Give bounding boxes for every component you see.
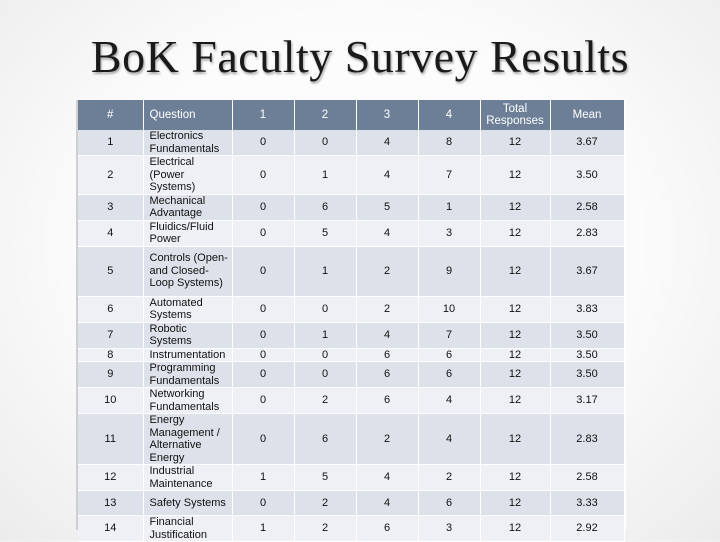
slide-title: BoK Faculty Survey Results <box>90 31 630 82</box>
row-total: 12 <box>480 194 550 220</box>
table-row <box>78 156 624 195</box>
row-number: 11 <box>78 414 143 465</box>
row-total: 12 <box>480 388 550 414</box>
row-count-3: 4 <box>356 220 418 246</box>
row-number: 14 <box>78 516 143 542</box>
row-mean: 3.50 <box>550 156 624 195</box>
row-count-3: 4 <box>356 322 418 348</box>
row-number: 9 <box>78 362 143 388</box>
table-row <box>78 220 624 246</box>
row-count-3: 4 <box>356 465 418 491</box>
row-number: 6 <box>78 296 143 322</box>
row-question: Robotic Systems <box>143 322 232 348</box>
row-count-1: 0 <box>232 414 294 465</box>
row-count-3: 2 <box>356 296 418 322</box>
row-question: Electronics Fundamentals <box>143 130 232 156</box>
header-number: # <box>78 100 143 130</box>
table-row <box>78 130 624 156</box>
row-count-1: 0 <box>232 362 294 388</box>
row-number: 12 <box>78 465 143 491</box>
row-mean: 3.67 <box>550 246 624 296</box>
row-question: Programming Fundamentals <box>143 362 232 388</box>
row-count-4: 9 <box>418 246 480 296</box>
row-count-4: 4 <box>418 388 480 414</box>
row-count-2: 2 <box>294 491 356 516</box>
row-number: 2 <box>78 156 143 195</box>
row-question: Instrumentation <box>143 348 232 362</box>
header-rating-4: 4 <box>418 100 480 130</box>
row-count-1: 0 <box>232 194 294 220</box>
row-count-4: 7 <box>418 156 480 195</box>
table-row <box>78 388 624 414</box>
row-mean: 3.50 <box>550 348 624 362</box>
row-question: Fluidics/Fluid Power <box>143 220 232 246</box>
row-mean: 3.50 <box>550 362 624 388</box>
row-total: 12 <box>480 220 550 246</box>
table-row <box>78 491 624 516</box>
row-question: Industrial Maintenance <box>143 465 232 491</box>
row-count-2: 5 <box>294 465 356 491</box>
header-rating-2: 2 <box>294 100 356 130</box>
row-count-3: 4 <box>356 130 418 156</box>
header-rating-1: 1 <box>232 100 294 130</box>
row-count-1: 0 <box>232 348 294 362</box>
row-question: Financial Justification <box>143 516 232 542</box>
row-number: 7 <box>78 322 143 348</box>
row-count-3: 5 <box>356 194 418 220</box>
row-count-4: 2 <box>418 465 480 491</box>
row-total: 12 <box>480 362 550 388</box>
row-count-2: 6 <box>294 194 356 220</box>
row-mean: 2.58 <box>550 465 624 491</box>
row-mean: 3.67 <box>550 130 624 156</box>
row-total: 12 <box>480 465 550 491</box>
table-body <box>78 130 624 542</box>
header-question: Question <box>143 100 232 130</box>
row-count-2: 1 <box>294 322 356 348</box>
results-table-container <box>76 100 626 541</box>
row-count-2: 0 <box>294 130 356 156</box>
row-count-4: 3 <box>418 220 480 246</box>
row-mean: 2.83 <box>550 220 624 246</box>
row-total: 12 <box>480 414 550 465</box>
row-total: 12 <box>480 156 550 195</box>
row-count-2: 1 <box>294 156 356 195</box>
row-question: Controls (Open- and Closed-Loop Systems) <box>143 246 232 296</box>
table-row <box>78 194 624 220</box>
table-row <box>78 516 624 542</box>
row-count-1: 1 <box>232 465 294 491</box>
row-total: 12 <box>480 130 550 156</box>
table-row <box>78 348 624 362</box>
row-mean: 3.17 <box>550 388 624 414</box>
row-count-3: 6 <box>356 388 418 414</box>
row-total: 12 <box>480 322 550 348</box>
row-number: 4 <box>78 220 143 246</box>
row-count-1: 0 <box>232 388 294 414</box>
header-mean: Mean <box>550 100 624 130</box>
row-question: Safety Systems <box>143 491 232 516</box>
table-row <box>78 322 624 348</box>
row-count-1: 0 <box>232 246 294 296</box>
row-number: 1 <box>78 130 143 156</box>
row-mean: 3.50 <box>550 322 624 348</box>
row-question: Networking Fundamentals <box>143 388 232 414</box>
row-count-3: 6 <box>356 516 418 542</box>
row-count-4: 8 <box>418 130 480 156</box>
row-question: Mechanical Advantage <box>143 194 232 220</box>
row-total: 12 <box>480 491 550 516</box>
row-count-3: 6 <box>356 362 418 388</box>
row-count-3: 6 <box>356 348 418 362</box>
results-table <box>78 100 625 542</box>
row-count-4: 6 <box>418 348 480 362</box>
row-count-4: 6 <box>418 491 480 516</box>
table-row <box>78 296 624 322</box>
row-mean: 3.33 <box>550 491 624 516</box>
row-count-4: 7 <box>418 322 480 348</box>
row-number: 5 <box>78 246 143 296</box>
header-rating-3: 3 <box>356 100 418 130</box>
table-header-row <box>78 100 624 130</box>
row-total: 12 <box>480 516 550 542</box>
row-count-1: 0 <box>232 156 294 195</box>
row-count-4: 3 <box>418 516 480 542</box>
row-number: 3 <box>78 194 143 220</box>
row-mean: 2.83 <box>550 414 624 465</box>
row-count-2: 2 <box>294 516 356 542</box>
row-mean: 2.58 <box>550 194 624 220</box>
row-question: Energy Management / Alternative Energy <box>143 414 232 465</box>
row-total: 12 <box>480 296 550 322</box>
row-count-3: 4 <box>356 156 418 195</box>
row-total: 12 <box>480 348 550 362</box>
row-question: Automated Systems <box>143 296 232 322</box>
row-mean: 2.92 <box>550 516 624 542</box>
row-mean: 3.83 <box>550 296 624 322</box>
row-count-3: 4 <box>356 491 418 516</box>
row-count-2: 2 <box>294 388 356 414</box>
row-count-2: 0 <box>294 348 356 362</box>
row-total: 12 <box>480 246 550 296</box>
row-count-4: 4 <box>418 414 480 465</box>
row-count-2: 6 <box>294 414 356 465</box>
row-count-3: 2 <box>356 246 418 296</box>
row-question: Electrical (Power Systems) <box>143 156 232 195</box>
row-count-1: 0 <box>232 130 294 156</box>
row-count-1: 0 <box>232 220 294 246</box>
row-count-4: 1 <box>418 194 480 220</box>
row-count-4: 6 <box>418 362 480 388</box>
row-count-2: 5 <box>294 220 356 246</box>
table-row <box>78 362 624 388</box>
row-number: 10 <box>78 388 143 414</box>
row-count-1: 0 <box>232 296 294 322</box>
table-row <box>78 465 624 491</box>
row-count-2: 0 <box>294 296 356 322</box>
row-count-1: 0 <box>232 491 294 516</box>
row-count-2: 0 <box>294 362 356 388</box>
table-row <box>78 246 624 296</box>
row-number: 13 <box>78 491 143 516</box>
row-count-4: 10 <box>418 296 480 322</box>
row-number: 8 <box>78 348 143 362</box>
row-count-2: 1 <box>294 246 356 296</box>
row-count-1: 0 <box>232 322 294 348</box>
row-count-1: 1 <box>232 516 294 542</box>
header-total-responses: Total Responses <box>480 100 550 130</box>
table-row <box>78 414 624 465</box>
row-count-3: 2 <box>356 414 418 465</box>
